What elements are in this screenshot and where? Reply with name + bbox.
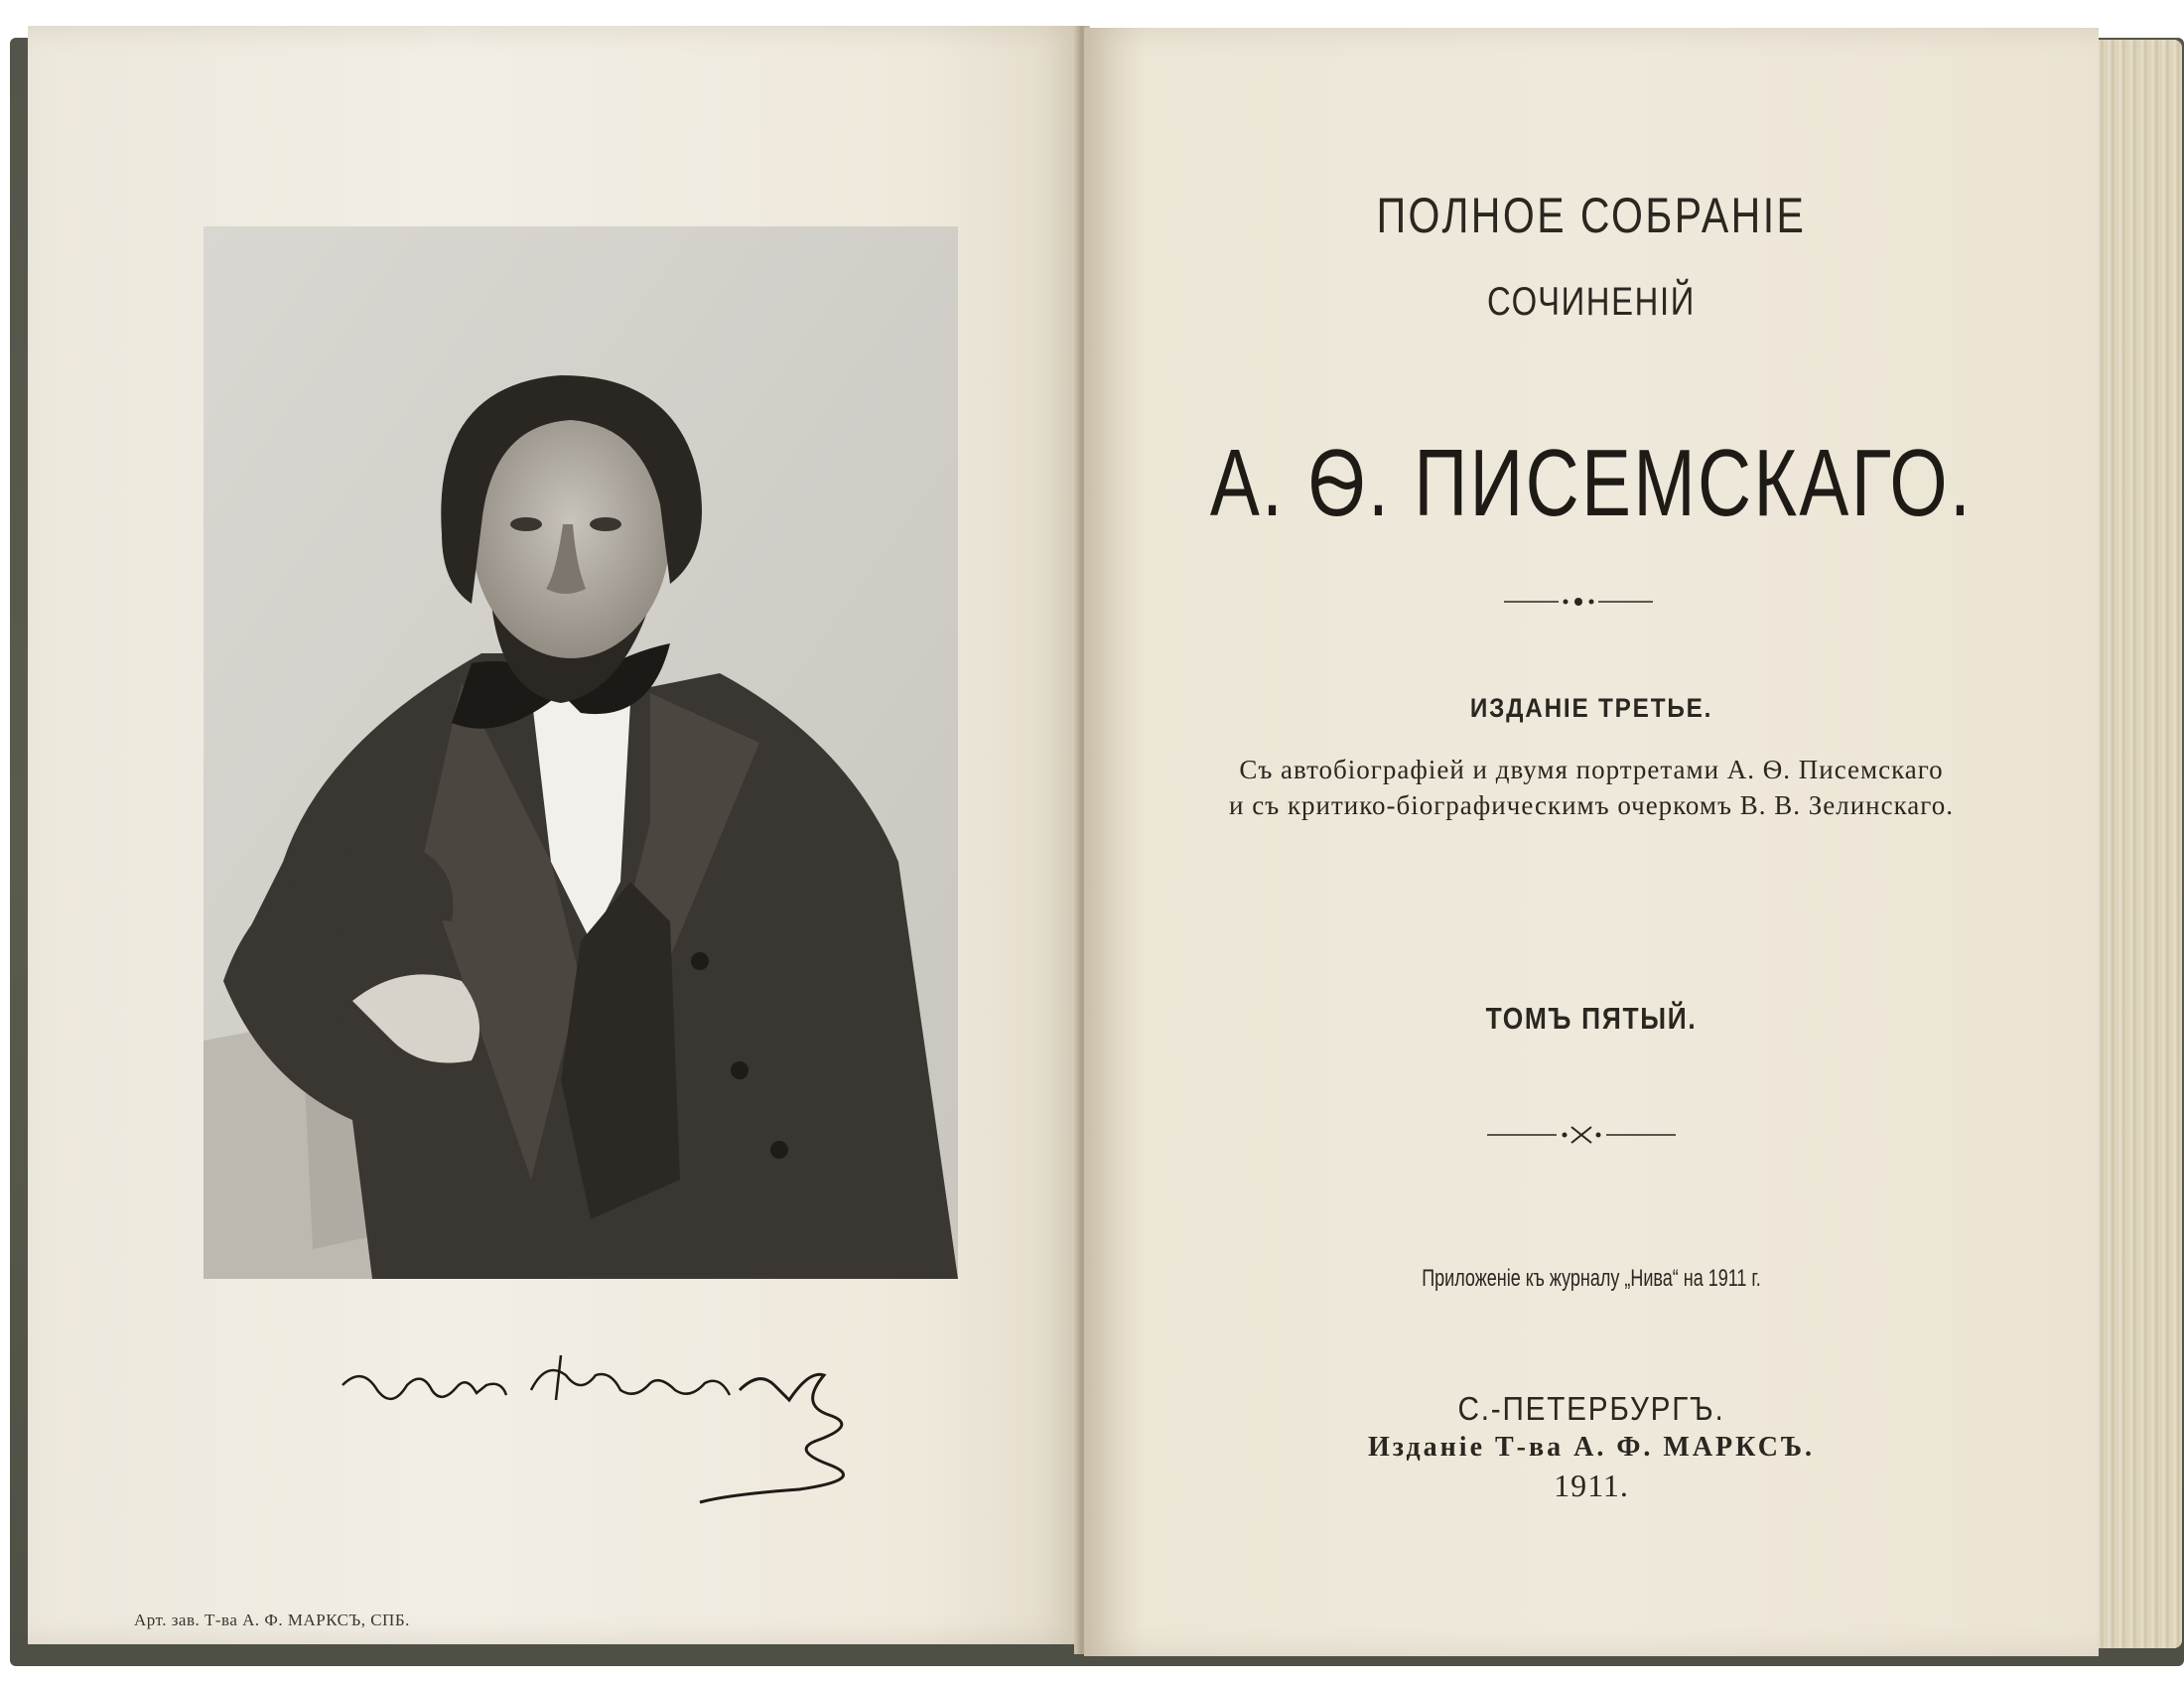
series-title: ПОЛНОЕ СОБРАНІЕ	[1376, 188, 1807, 243]
author-name: А. Ѳ. ПИСЕМСКАГО.	[1209, 430, 1974, 536]
publication-year: 1911.	[1554, 1468, 1629, 1503]
publisher-line: Изданіе Т-ва А. Ф. МАРКСЪ.	[1367, 1432, 1816, 1463]
ornament-divider-top	[1504, 594, 1653, 610]
works-title: СОЧИНЕНІЙ	[1487, 280, 1696, 324]
description-line-1: Съ автобіографіей и двумя портретами А. Ѳ. Писемскаго	[1239, 755, 1944, 784]
publication-city: С.-ПЕТЕРБУРГЪ.	[1457, 1390, 1725, 1427]
edition-label: ИЗДАНІЕ ТРЕТЬЕ.	[1469, 693, 1713, 723]
ornament-divider-bottom	[1487, 1124, 1676, 1146]
supplement-note: Приложеніе къ журналу „Нива“ на 1911 г.	[1422, 1265, 1761, 1292]
volume-label: ТОМЪ ПЯТЫЙ.	[1485, 1001, 1698, 1036]
author-signature	[333, 1345, 888, 1514]
printer-credit: Арт. зав. Т-ва А. Ф. МАРКСЪ, СПБ.	[134, 1611, 410, 1629]
page-edges	[2095, 40, 2182, 1648]
description-line-2: и съ критико-біографическимъ очеркомъ В. В. Зелинскаго.	[1229, 790, 1954, 820]
author-portrait	[204, 226, 958, 1279]
